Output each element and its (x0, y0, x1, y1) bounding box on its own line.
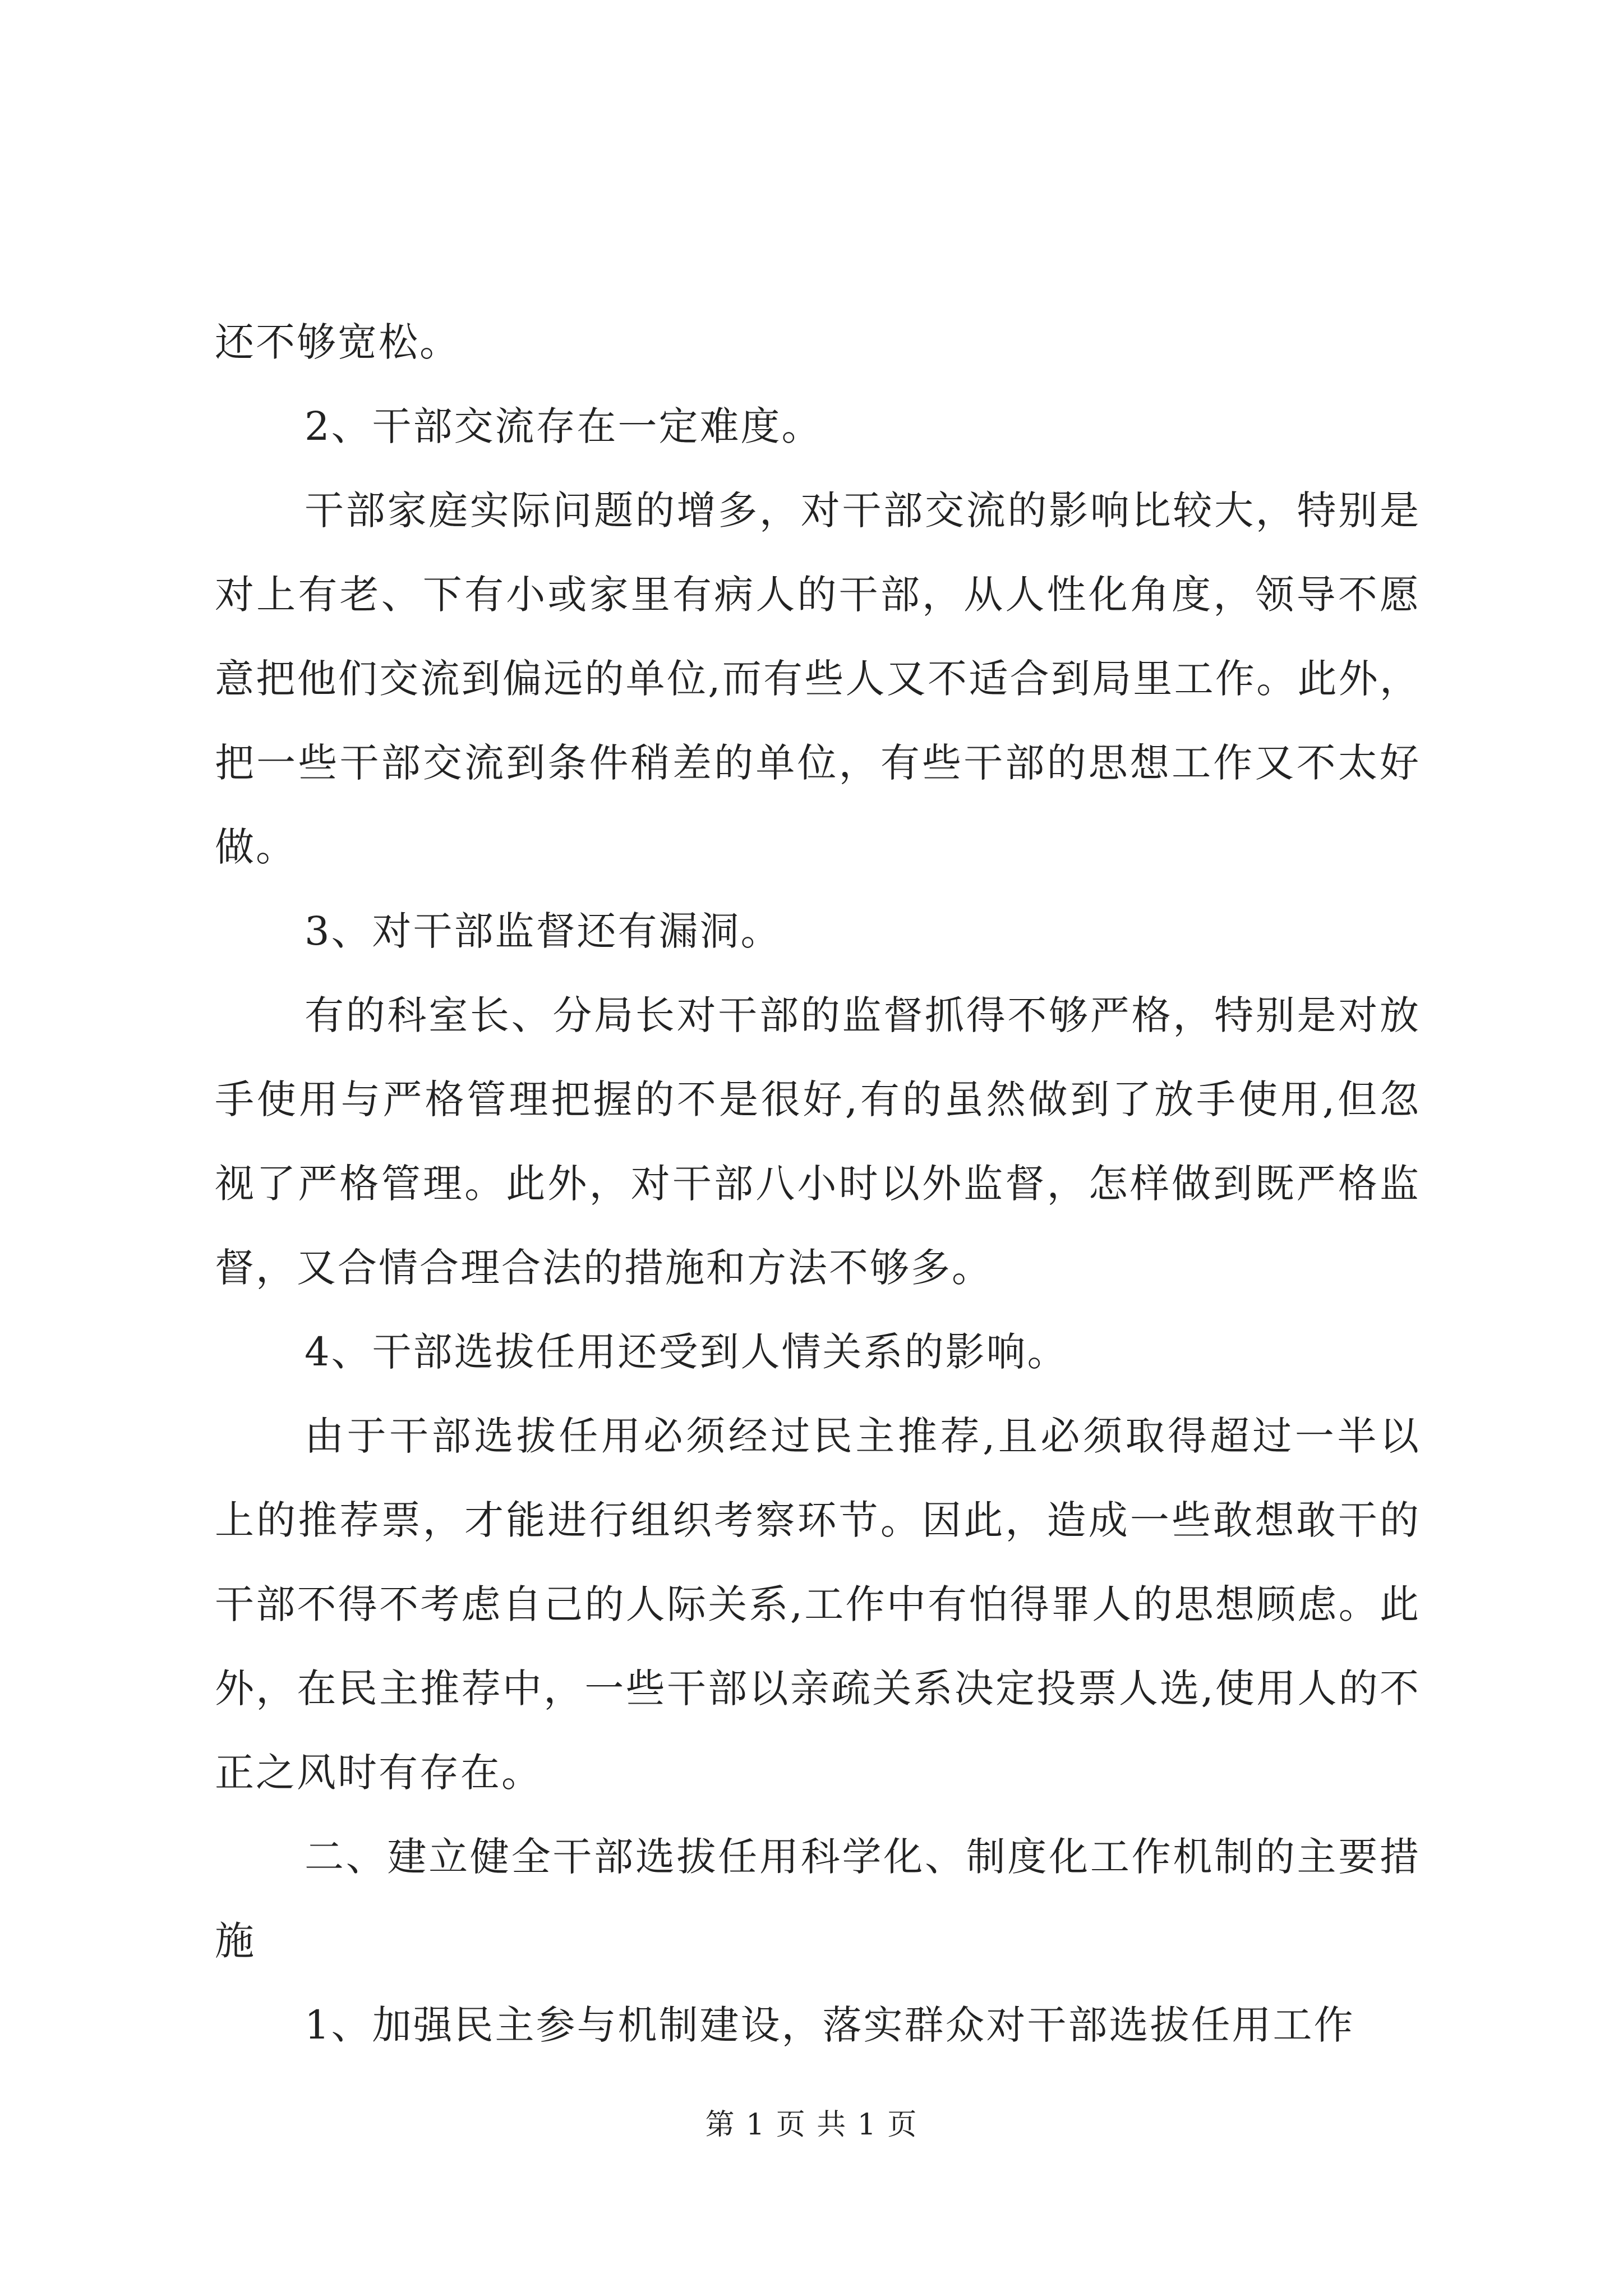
section-heading: 二、建立健全干部选拔任用科学化、制度化工作机制的主要措施 (215, 1834, 1421, 1964)
section-heading: 4、干部选拔任用还受到人情关系的影响。 (305, 1329, 1068, 1375)
paragraph: 1、加强民主参与机制建设，落实群众对干部选拔任用工作 (305, 2002, 1355, 2048)
paragraph: 干部家庭实际问题的增多，对干部交流的影响比较大，特别是对上有老、下有小或家里有病人的干部，从人性化角度，领导不愿意把他们交流到偏远的单位,而有些人又不适合到局里工作。此外，把一些干部交流到条件稍差的单位，有些干部的思想工作又不太好做。 (215, 487, 1421, 870)
section-heading: 3、对干部监督还有漏洞。 (305, 908, 782, 954)
page-footer: 第 1 页 共 1 页 (705, 2108, 918, 2142)
paragraph: 由于干部选拔任用必须经过民主推荐,且必须取得超过一半以上的推荐票，才能进行组织考察环节。因此，造成一些敢想敢干的干部不得不考虑自己的人际关系,工作中有怕得罪人的思想顾虑。此外，在民主推荐中，一些干部以亲疏关系决定投票人选,使用人的不正之风时有存在。 (215, 1413, 1421, 1796)
document-body (215, 300, 1421, 2067)
paragraph: 还不够宽松。 (215, 319, 460, 365)
paragraph: 有的科室长、分局长对干部的监督抓得不够严格，特别是对放手使用与严格管理把握的不是很好,有的虽然做到了放手使用,但忽视了严格管理。此外，对干部八小时以外监督，怎样做到既严格监督，又合情合理合法的措施和方法不够多。 (215, 992, 1421, 1291)
section-heading: 2、干部交流存在一定难度。 (305, 403, 823, 449)
